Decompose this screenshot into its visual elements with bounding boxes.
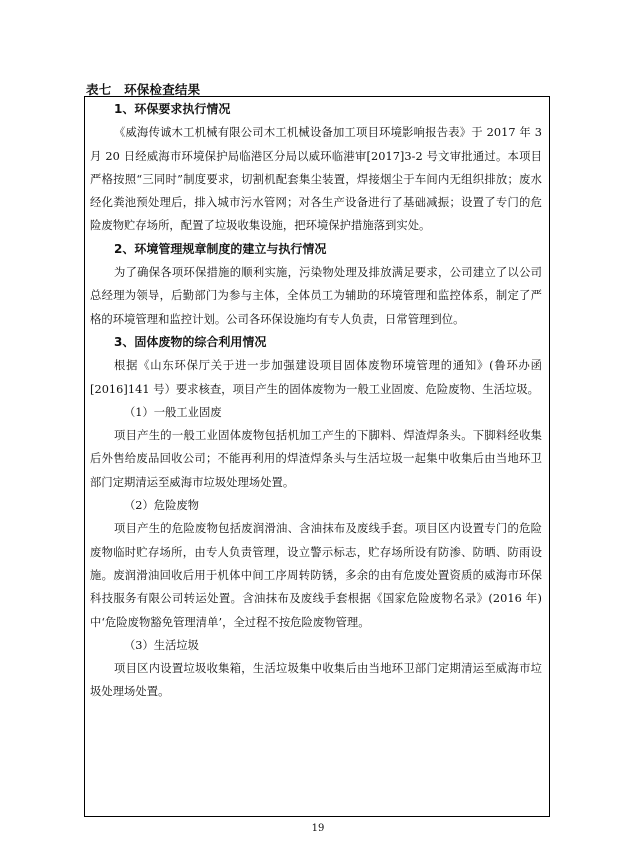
subsection-text-domestic-waste: 项目区内设置垃圾收集箱，生活垃圾集中收集后由当地环卫部门定期清运至威海市垃圾处理场处置。 — [90, 662, 542, 699]
section-heading-1: 1、环保要求执行情况 — [114, 102, 231, 116]
subsection-title-domestic-waste: （3）生活垃圾 — [124, 638, 199, 652]
subsection-text-hazardous-waste: 项目产生的危险废物包括废润滑油、含油抹布及废线手套。项目区内设置专门的危险废物临时贮存场所，由专人负责管理，设立警示标志，贮存场所设有防渗、防晒、防雨设施。废润滑油回收后用于机体中间工序周转防锈，多余的由有危废处置资质的威海市环保科技服务有限公司转运处置。含油抹布及废线手套根据《国家危险废物名录》(2016 年)中‘危险废物豁免管理清单’，全过程不按危险废物管理。 — [90, 522, 542, 629]
section-1-paragraph: 《威海传诚木工机械有限公司木工机械设备加工项目环境影响报告表》于 2017 年 3 月 20 日经威海市环境保护局临港区分局以威环临港审[2017]3-2 号文审批通过。本项目严格按照“三同时”制度要求，切割机配套集尘装置，焊接烟尘于车间内无组织排放；废水经化粪池预处理后，排入城市污水管网；对各生产设备进行了基础减振；设置了专门的危险废物贮存场所，配置了垃圾收集设施，把环境保护措施落到实处。 — [90, 126, 542, 233]
table-title: 表七 环保检查结果 — [86, 82, 201, 97]
section-3-paragraph: 根据《山东环保厅关于进一步加强建设项目固体废物环境管理的通知》(鲁环办函[2016]141 号）要求核查，项目产生的固体废物为一般工业固废、危险废物、生活垃圾。 — [90, 359, 542, 396]
subsection-title-general-waste: （1）一般工业固废 — [124, 405, 222, 419]
section-heading-2: 2、环境管理规章制度的建立与执行情况 — [114, 241, 327, 256]
page-number: 19 — [311, 823, 325, 834]
section-heading-3: 3、固体废物的综合利用情况 — [114, 334, 267, 349]
subsection-title-hazardous-waste: （2）危险废物 — [124, 499, 199, 513]
content-frame — [84, 96, 550, 817]
section-2-paragraph: 为了确保各项环保措施的顺利实施，污染物处理及排放满足要求，公司建立了以公司总经理为领导，后勤部门为参与主体，全体员工为辅助的环境管理和监控体系，制定了严格的环境管理和监控计划。公司各环保设施均有专人负责，日常管理到位。 — [90, 266, 542, 326]
subsection-text-general-waste: 项目产生的一般工业固体废物包括机加工产生的下脚料、焊渣焊条头。下脚料经收集后外售给废品回收公司；不能再利用的焊渣焊条头与生活垃圾一起集中收集后由当地环卫部门定期清运至威海市垃圾处理场处置。 — [90, 429, 542, 489]
